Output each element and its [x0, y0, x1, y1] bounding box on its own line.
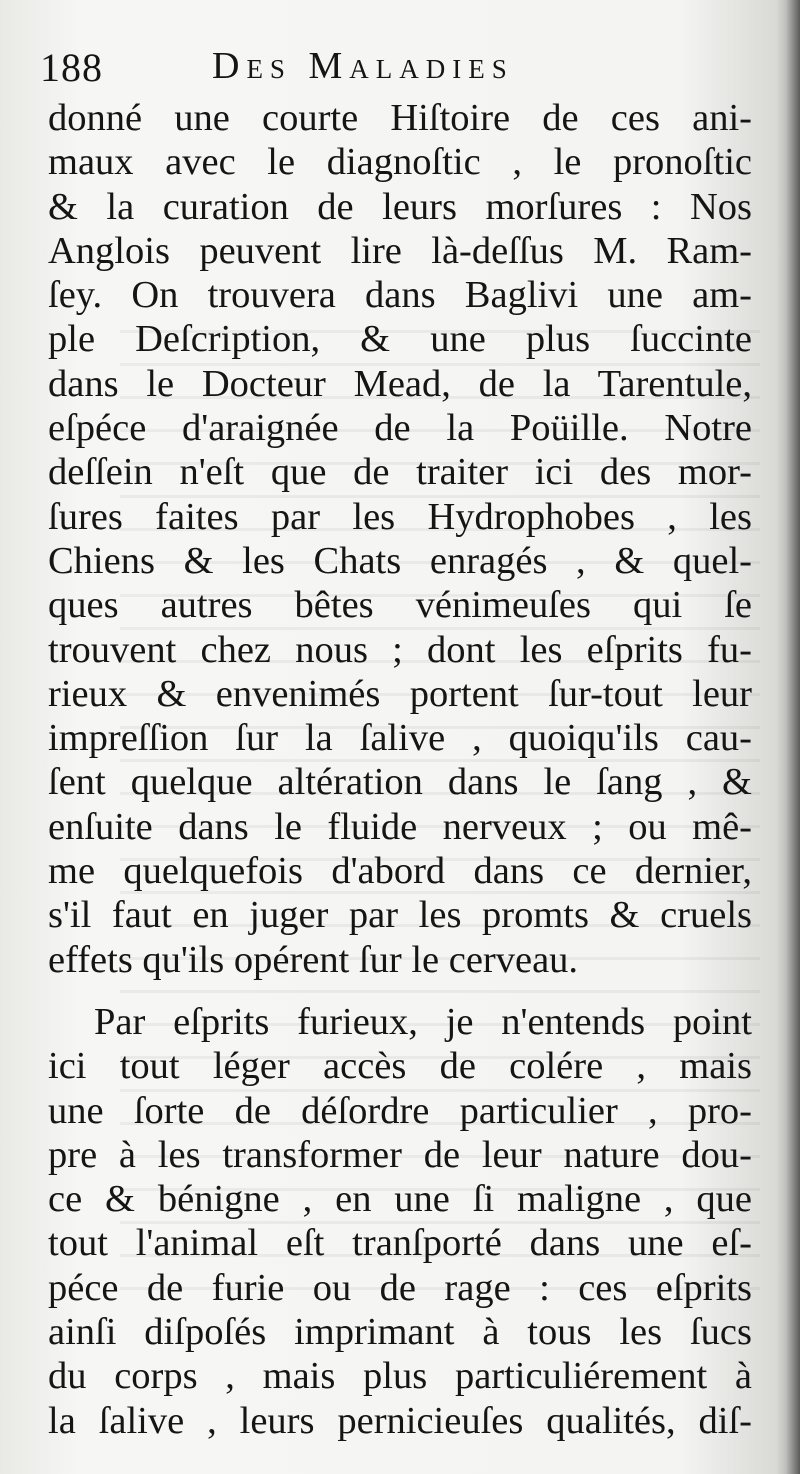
text-line: & la curation de leurs morſures : Nos [48, 185, 752, 228]
text-line: ainſi diſpoſés imprimant à tous les ſucs [48, 1311, 752, 1354]
text-line: deſſein n'eſt que de traiter ici des mor- [48, 451, 752, 494]
text-line: ſey. On trouvera dans Baglivi une am- [48, 274, 752, 317]
text-line: impreſſion ſur la ſalive , quoiqu'ils cau- [48, 717, 752, 760]
text-line: la ſalive , leurs pernicieuſes qualités, diſ- [48, 1399, 752, 1442]
text-line: me quelquefois d'abord dans ce dernier, [48, 850, 752, 893]
text-line: ſures faites par les Hydrophobes , les [48, 495, 752, 538]
text-line: trouvent chez nous ; dont les eſprits fu- [48, 628, 752, 671]
page-edge-shadow [786, 0, 800, 1474]
text-line: effets qu'ils opérent ſur le cerveau. [48, 938, 579, 981]
text-line: péce de furie ou de rage : ces eſprits [48, 1266, 752, 1309]
text-line: Par eſprits furieux, je n'entends point [94, 1000, 752, 1043]
text-line: dans le Docteur Mead, de la Tarentule, [48, 362, 752, 405]
text-line: du corps , mais plus particuliérement à [48, 1355, 752, 1398]
text-line: une ſorte de déſordre particulier , pro- [48, 1089, 752, 1132]
text-line: maux avec le diagnoſtic , le pronoſtic [48, 141, 752, 184]
running-head: Des Maladies [212, 45, 514, 87]
body-text [48, 96, 752, 1443]
paragraph-1 [48, 96, 752, 982]
text-line: pre à les transformer de leur nature dou- [48, 1133, 752, 1176]
text-line: ſent quelque altération dans le ſang , & [48, 761, 752, 804]
text-line: rieux & envenimés portent ſur-tout leur [48, 672, 752, 715]
paragraph-2 [48, 1000, 752, 1443]
text-line: s'il faut en juger par les promts & cruels [48, 894, 752, 937]
text-line: ple Deſcription, & une plus ſuccinte [48, 318, 752, 361]
text-line: Anglois peuvent lire là-deſſus M. Ram- [48, 229, 752, 272]
text-line: Chiens & les Chats enragés , & quel- [48, 539, 752, 582]
text-line: ques autres bêtes vénimeuſes qui ſe [48, 584, 752, 627]
text-line: eſpéce d'araignée de la Poüille. Notre [48, 407, 752, 450]
text-line: enſuite dans le fluide nerveux ; ou mê- [48, 805, 752, 848]
page-number: 188 [40, 45, 103, 90]
text-line: tout l'animal eſt tranſporté dans une eſ- [48, 1222, 752, 1265]
text-line: donné une courte Hiſtoire de ces ani- [48, 97, 752, 139]
page-header [40, 44, 760, 98]
text-line: ce & bénigne , en une ſi maligne , que [48, 1178, 752, 1221]
text-line: ici tout léger accès de colére , mais [48, 1045, 752, 1088]
